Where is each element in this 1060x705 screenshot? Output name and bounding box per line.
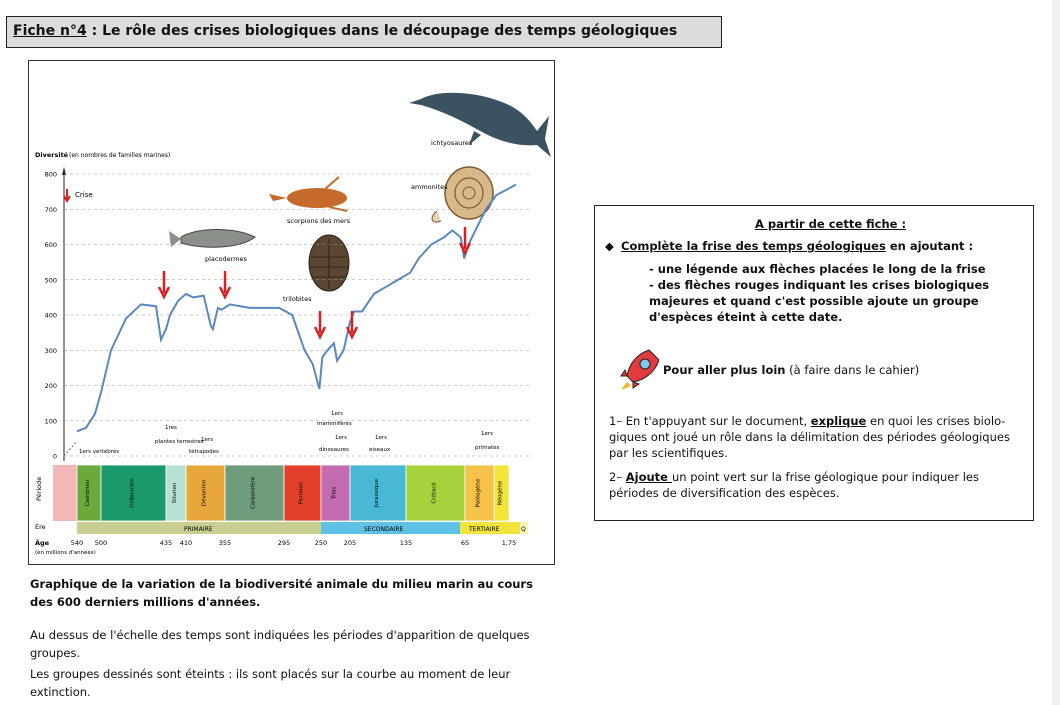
age-label: 500 [94, 539, 108, 547]
y-ticks [45, 171, 57, 461]
era-tertiaire-label: TERTIAIRE [469, 526, 500, 533]
question-1-verb: explique [810, 414, 867, 428]
apparition-tetrapodes-top: 1ers [201, 437, 214, 443]
go-further-rest: (à faire dans le cahier) [785, 363, 920, 377]
trilobite-drawing [309, 235, 349, 291]
question-1 [609, 413, 1029, 461]
label-scorpions: scorpions des mers [287, 217, 351, 225]
row-label-ere: Ère [35, 523, 46, 531]
y-tick-label: 200 [44, 382, 57, 390]
age-label: 540 [70, 539, 84, 547]
period-label: Crétacé [431, 482, 438, 504]
crise-legend-arrow [64, 189, 70, 201]
figure-svg [29, 61, 555, 565]
age-label: 205 [343, 539, 357, 547]
period-label: Paléogène [475, 478, 482, 508]
period-label: Néogène [497, 480, 504, 506]
precambrian-hatch [53, 465, 77, 521]
y-tick-label: 600 [44, 241, 57, 249]
question-2 [609, 469, 1029, 501]
label-ammonites: ammonites [411, 183, 448, 191]
apparition-labels [79, 411, 500, 455]
instruction-main-rest: en ajoutant : [885, 239, 974, 253]
go-further-line [663, 362, 919, 378]
apparition-primates-top: 1ers [481, 431, 494, 437]
period-label: Silurien [172, 482, 178, 504]
period-label: Trias [331, 486, 338, 500]
age-labels [71, 539, 516, 547]
worksheet-title [13, 23, 677, 39]
page-scrollbar[interactable] [1052, 0, 1060, 705]
age-label: 435 [159, 539, 173, 547]
label-trilobites: trilobites [283, 295, 312, 303]
worksheet-number: Fiche n°4 [13, 23, 87, 39]
apparition-plantes: plantes terrestres [155, 439, 204, 445]
instruction-main [621, 238, 973, 254]
y-tick-label: 300 [44, 346, 57, 355]
period-label: Ordovicien [129, 478, 136, 508]
era-primaire-label: PRIMAIRE [184, 526, 213, 533]
figure-caption-paragraph-1: Au dessus de l'échelle des temps sont indiquées les périodes d'apparition de quelques groupes. [30, 628, 530, 660]
diamond-bullet-icon: ◆ [605, 239, 614, 253]
y-axis-title: Diversité [35, 151, 69, 159]
ichthyosaur-drawing [409, 93, 551, 157]
era-quaternaire-label: Q [521, 526, 526, 533]
figure-caption-title: Graphique de la variation de la biodiversité animale du milieu marin au cours des 600 derniers millions d'années. [30, 577, 533, 609]
crisis-arrow-1 [159, 271, 169, 297]
age-label: 65 [460, 539, 470, 547]
y-tick-label: 0 [52, 452, 57, 461]
y-axis-subtitle: (en nombres de familles marines) [69, 152, 171, 159]
biodiversity-figure [28, 60, 555, 565]
label-ichthyosaures: ichtyosaures [431, 139, 473, 147]
go-further-bold: Pour aller plus loin [663, 363, 786, 377]
crisis-arrow-2 [220, 271, 230, 297]
question-2-a: 2– [609, 470, 626, 484]
apparition-oiseaux-top: 1ers [375, 435, 388, 441]
period-label: Dévonien [201, 479, 208, 507]
apparition-plantes-top: 1res [165, 425, 177, 431]
period-label: Jurassique [374, 478, 380, 508]
instructions-heading: A partir de cette fiche : [755, 217, 907, 231]
age-label: 355 [218, 539, 232, 547]
apparition-primates: primates [475, 445, 500, 451]
label-placodermes: placodermes [205, 255, 247, 263]
age-label: 295 [277, 539, 291, 547]
sea-scorpion-drawing [269, 177, 347, 211]
apparition-mammiferes-top: 1ers [331, 411, 344, 417]
figure-caption-paragraph-2: Les groupes dessinés sont éteints : ils sont placés sur la courbe au moment de leur extinction. [30, 667, 511, 699]
period-label: Cambrien [85, 479, 91, 507]
instruction-main-underlined: Complète la frise des temps géologiques [621, 239, 886, 253]
age-label: 135 [399, 539, 413, 547]
row-label-age: Âge [35, 539, 50, 547]
age-label: 1,75 [501, 539, 517, 547]
apparition-dinosaures-top: 1ers [335, 435, 348, 441]
apparition-vertebres: 1ers vertébrés [79, 449, 120, 455]
y-tick-label: 800 [44, 170, 57, 179]
apparition-mammiferes: mammifères [317, 421, 352, 427]
question-2-verb: Ajoute [625, 470, 672, 484]
rocket-icon [619, 346, 659, 390]
y-tick-label: 500 [44, 276, 57, 285]
apparition-dinosaures: dinosaures [319, 447, 349, 453]
row-label-age-unit: (en millions d'années) [35, 550, 96, 556]
y-tick-label: 700 [44, 205, 57, 214]
row-label-periode: Période [35, 476, 43, 501]
period-label: Permien [298, 481, 305, 505]
period-label: Carbonifère [250, 476, 257, 510]
crise-legend-label: Crise [75, 191, 93, 199]
question-1-b: en quoi les crises biologiques ont joué un rôle dans la délimitation des périodes géologiques par les scientifiques. [609, 414, 1010, 460]
era-secondaire-label: SECONDAIRE [364, 526, 404, 533]
placoderm-drawing [169, 230, 255, 248]
age-label: 410 [179, 539, 193, 547]
worksheet-title-text: : Le rôle des crises biologiques dans le découpage des temps géologiques [86, 23, 678, 39]
instruction-sub-1: - une légende aux flèches placées le long de la frise [649, 262, 986, 276]
instructions-box [594, 205, 1034, 521]
y-tick-label: 400 [44, 311, 57, 320]
curve-dashed-start [64, 441, 77, 456]
period-band [77, 465, 509, 521]
question-2-b: un point vert sur la frise géologique pour indiquer les périodes de diversification des espèces. [609, 470, 979, 500]
worksheet-title-box [6, 16, 722, 48]
apparition-oiseaux: oiseaux [369, 447, 391, 453]
apparition-tetrapodes: tétrapodes [189, 449, 219, 455]
y-tick-label: 100 [44, 417, 57, 426]
question-1-a: 1– En t'appuyant sur le document, [609, 414, 811, 428]
instruction-sub-2: - des flèches rouges indiquant les crises biologiques majeures et quand c'est possible ajoute un groupe d'espèces éteint à cette date. [649, 278, 990, 324]
age-label: 250 [314, 539, 328, 547]
